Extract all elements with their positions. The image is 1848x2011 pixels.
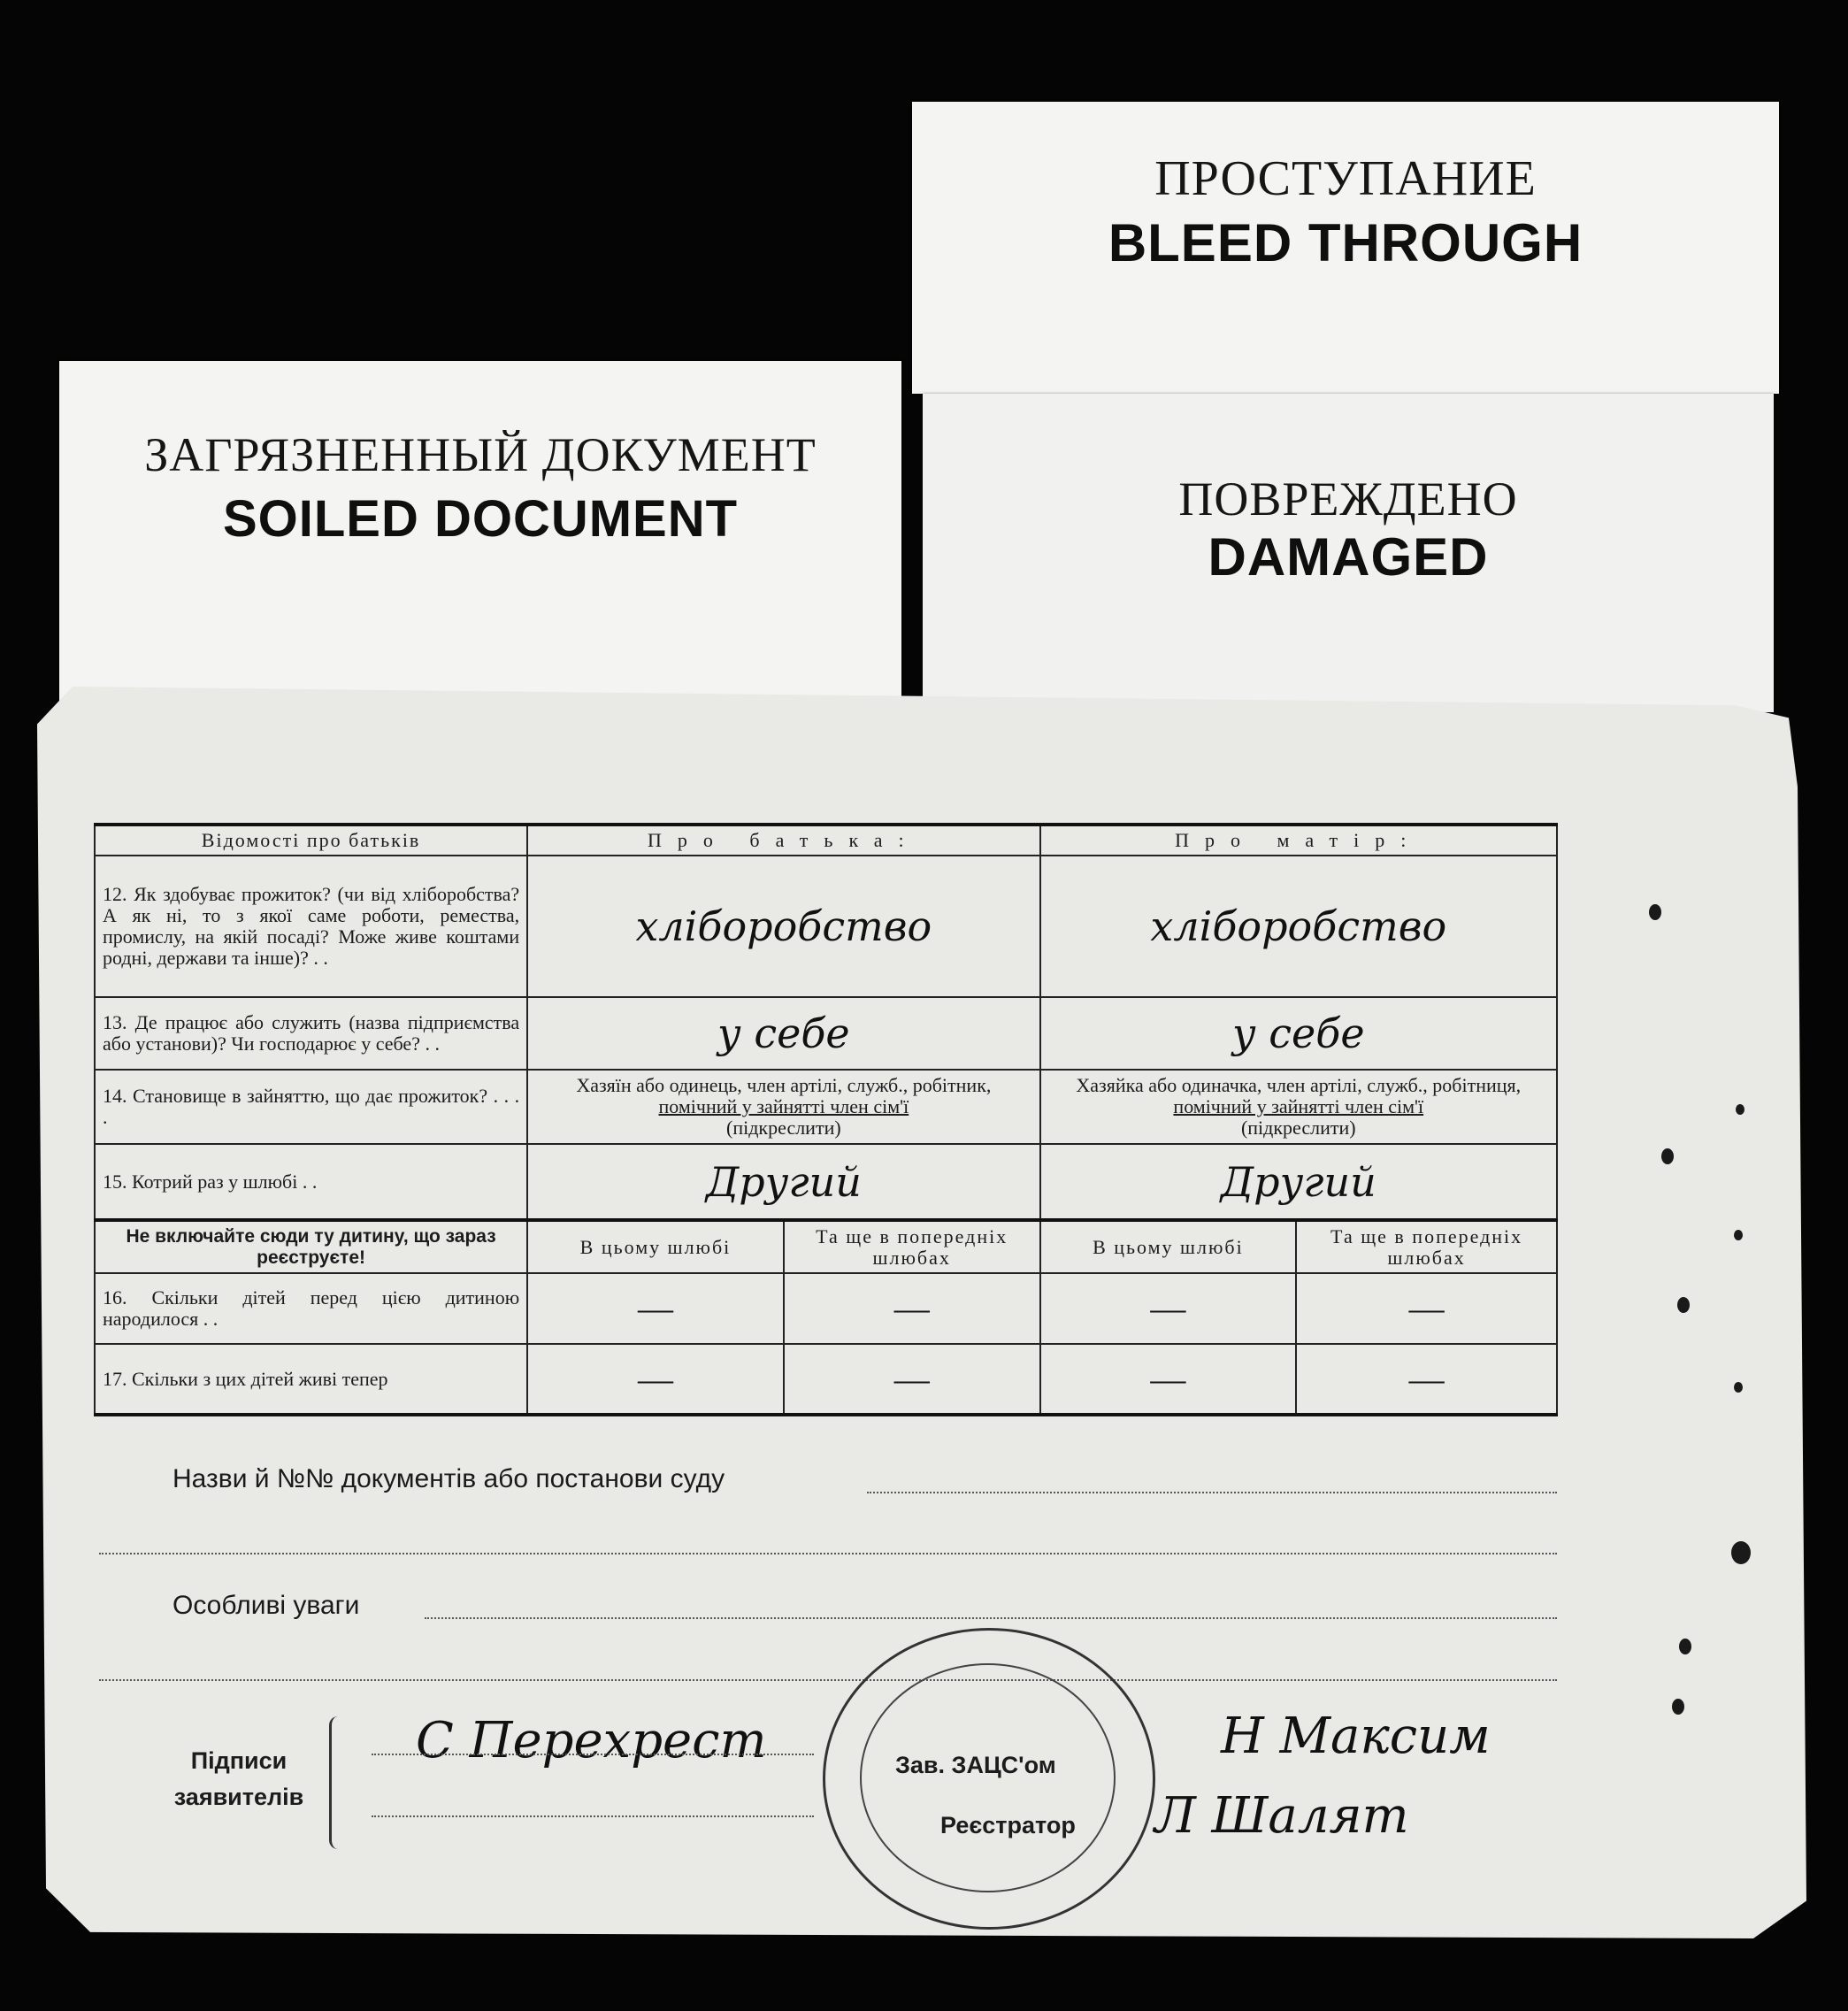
- question-15: 15. Котрий раз у шлюбі . .: [95, 1144, 527, 1220]
- header-mother: Про матір:: [1040, 825, 1557, 856]
- options-14-father-note: (підкреслити): [726, 1117, 841, 1139]
- signature-line-2: [372, 1815, 814, 1817]
- notes-label: Особливі уваги: [173, 1591, 360, 1620]
- answer-13-father: у себе: [527, 997, 1039, 1070]
- registrar-label: Реєстратор: [940, 1812, 1076, 1838]
- registrar-signature: Л Шалят: [1154, 1787, 1409, 1845]
- documents-line-2: [99, 1553, 1557, 1554]
- mother-prev-marriages: Та ще в попередніх шлюбах: [1296, 1220, 1557, 1273]
- signatures-label: [159, 1747, 318, 1811]
- signatures-label-line-2: заявителів: [173, 1784, 304, 1810]
- options-14-father: [527, 1070, 1039, 1144]
- head-signature: Н Максим: [1221, 1708, 1491, 1765]
- answer-15-mother: Другий: [1040, 1144, 1557, 1220]
- options-14-mother-underlined: помічний у зайнятті член сім'ї: [1173, 1095, 1424, 1117]
- answer-17: —: [527, 1344, 784, 1415]
- question-16: 16. Скільки дітей перед цією дитиною народилося . .: [95, 1273, 527, 1344]
- margin-hole: [1672, 1699, 1684, 1715]
- margin-hole: [1736, 1104, 1744, 1115]
- question-13: 13. Де працює або служить (назва підприємства або установи)? Чи господарює у себе? . .: [95, 997, 527, 1070]
- options-14-father-underlined: помічний у зайнятті член сім'ї: [658, 1095, 909, 1117]
- margin-hole: [1679, 1639, 1691, 1654]
- signatures-label-line-1: Підписи: [190, 1747, 288, 1774]
- answer-15-father: Другий: [527, 1144, 1039, 1220]
- signatures-brace: [329, 1716, 344, 1849]
- margin-hole: [1649, 904, 1661, 920]
- question-14: 14. Становище в зайняттю, що дає прожиток? . . . .: [95, 1070, 527, 1144]
- options-14-father-text: Хазяїн або одинець, член артілі, служб., робітник,: [576, 1074, 992, 1096]
- answer-13-mother: у себе: [1040, 997, 1557, 1070]
- father-this-marriage: В цьому шлюбі: [527, 1220, 784, 1273]
- notes-line-2: [99, 1679, 1557, 1681]
- damaged-en: DAMAGED: [1208, 527, 1489, 587]
- soiled-document-en: SOILED DOCUMENT: [222, 490, 739, 548]
- soiled-document-ru: ЗАГРЯЗНЕННЫЙ ДОКУМЕНТ: [144, 428, 817, 481]
- mother-this-marriage: В цьому шлюбі: [1040, 1220, 1297, 1273]
- answer-16: —: [527, 1273, 784, 1344]
- parents-info-table: [94, 823, 1558, 1416]
- options-14-mother-text: Хазяйка або одиначка, член артілі, служб., робітниця,: [1076, 1074, 1522, 1096]
- header-father: Про батька:: [527, 825, 1039, 856]
- answer-17: —: [784, 1344, 1040, 1415]
- documents-line: [867, 1492, 1557, 1493]
- notes-line: [425, 1617, 1557, 1619]
- margin-hole: [1734, 1230, 1743, 1240]
- damaged-ru: ПОВРЕЖДЕНО: [1178, 472, 1518, 526]
- soiled-document-card: [59, 361, 901, 715]
- documents-label: Назви й №№ документів або постанови суду: [173, 1464, 725, 1493]
- header-parents: Відомості про батьків: [95, 825, 527, 856]
- question-17: 17. Скільки з цих дітей живі тепер: [95, 1344, 527, 1415]
- applicant-signature: С Перехрест: [416, 1712, 767, 1769]
- bleed-through-ru: ПРОСТУПАНИЕ: [1154, 151, 1537, 206]
- options-14-mother-note: (підкреслити): [1240, 1117, 1356, 1139]
- signature-line-1: [372, 1754, 814, 1755]
- children-note: Не включайте сюди ту дитину, що зараз реєструєте!: [95, 1220, 527, 1273]
- margin-hole: [1731, 1541, 1751, 1564]
- bleed-through-en: BLEED THROUGH: [1108, 213, 1583, 272]
- margin-hole: [1661, 1148, 1674, 1164]
- father-prev-marriages: Та ще в попередніх шлюбах: [784, 1220, 1040, 1273]
- answer-17: —: [1296, 1344, 1557, 1415]
- head-label: Зав. ЗАЦС'ом: [895, 1752, 1056, 1778]
- answer-12-mother: хліборобство: [1040, 856, 1557, 997]
- answer-17: —: [1040, 1344, 1297, 1415]
- margin-hole: [1734, 1382, 1743, 1393]
- options-14-mother: [1040, 1070, 1557, 1144]
- answer-12-father: хліборобство: [527, 856, 1039, 997]
- bleed-through-card: [912, 102, 1779, 394]
- answer-16: —: [784, 1273, 1040, 1344]
- answer-16: —: [1296, 1273, 1557, 1344]
- question-12: 12. Як здобуває прожиток? (чи від хліборобства? А як ні, то з якої саме роботи, ремества, промислу, на якій посаді? Може живе коштами родні, держави та інше)? . .: [95, 856, 527, 997]
- damaged-card: [923, 394, 1774, 712]
- answer-16: —: [1040, 1273, 1297, 1344]
- margin-hole: [1677, 1297, 1690, 1313]
